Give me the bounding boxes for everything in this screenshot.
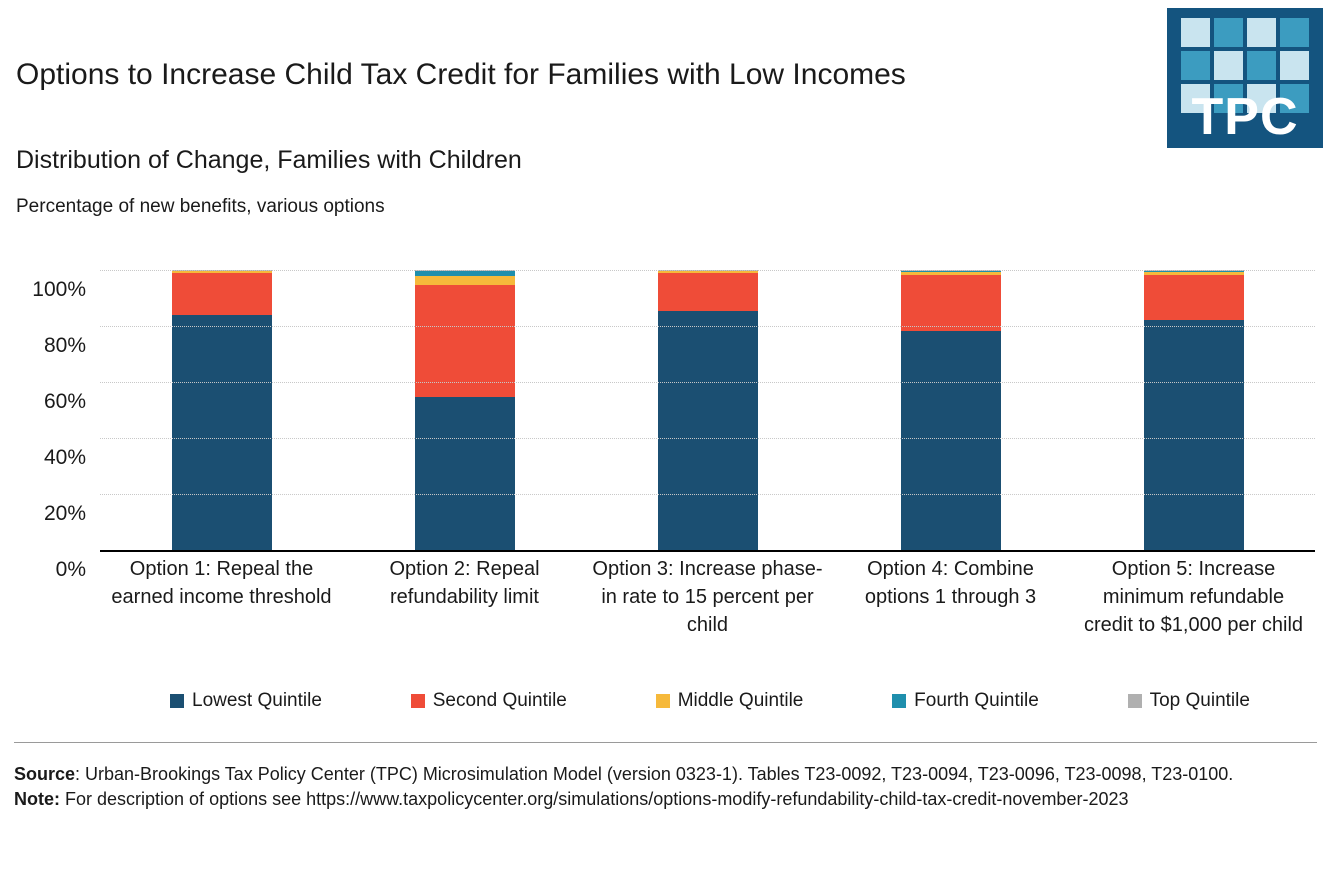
note-label: Note: [14, 789, 60, 809]
x-axis-category-label: Option 2: Repeal refundability limit [389, 558, 540, 608]
legend-label: Fourth Quintile [914, 690, 1039, 711]
legend-item[interactable] [1128, 690, 1250, 712]
footnotes [14, 762, 1314, 812]
y-axis-tick-label: 100% [32, 278, 86, 301]
legend-item[interactable] [170, 690, 322, 712]
x-axis-category-label: Option 3: Increase phase-in rate to 15 percent per child [592, 558, 823, 636]
legend-label: Second Quintile [432, 690, 567, 711]
logo-text: TPC [1191, 88, 1299, 146]
gridline [100, 382, 1315, 383]
legend-item[interactable] [892, 690, 1039, 712]
x-axis-line [100, 550, 1315, 552]
bar-segment[interactable] [415, 397, 515, 550]
stacked-bar-chart [0, 250, 1331, 680]
bar-column[interactable] [1072, 270, 1315, 550]
gridline [100, 326, 1315, 327]
chart-legend [170, 690, 1250, 712]
bar-column[interactable] [829, 270, 1072, 550]
y-axis-tick-label: 0% [55, 558, 86, 581]
y-axis-tick-label: 20% [43, 502, 86, 525]
bar-column[interactable] [343, 270, 586, 550]
source-label: Source [14, 764, 76, 784]
bar-series-area [100, 270, 1315, 550]
bar-segment[interactable] [415, 285, 515, 397]
y-axis-tick-label: 60% [43, 390, 86, 413]
chart-subtitle: Distribution of Change, Families with Children [16, 146, 522, 174]
y-axis [0, 270, 96, 800]
chart-sub-subtitle: Percentage of new benefits, various options [16, 196, 385, 217]
stacked-bar[interactable] [1144, 270, 1244, 550]
x-axis-category-label: Option 4: Combine options 1 through 3 [864, 558, 1037, 608]
stacked-bar[interactable] [901, 270, 1001, 550]
bar-segment[interactable] [172, 273, 272, 314]
x-axis-category-label: Option 1: Repeal the earned income threshold [111, 558, 332, 608]
source-text: : Urban-Brookings Tax Policy Center (TPC) Microsimulation Model (version 0323-1). Tables T23-0092, T23-0094, T23-0096, T23-0098, T23-0100. [75, 764, 1234, 784]
stacked-bar[interactable] [658, 270, 758, 550]
bar-column[interactable] [100, 270, 343, 550]
bar-segment[interactable] [172, 315, 272, 550]
gridline [100, 494, 1315, 495]
bar-column[interactable] [586, 270, 829, 550]
bar-segment[interactable] [658, 311, 758, 550]
stacked-bar[interactable] [415, 270, 515, 550]
bar-segment[interactable] [415, 276, 515, 286]
note-text: For description of options see https://www.taxpolicycenter.org/simulations/options-modify-refundability-child-tax-credit-november-2023 [60, 789, 1129, 809]
legend-label: Top Quintile [1149, 690, 1250, 711]
bar-segment[interactable] [901, 275, 1001, 331]
legend-swatch-icon [892, 694, 906, 708]
gridline [100, 438, 1315, 439]
stacked-bar[interactable] [172, 270, 272, 550]
tpc-logo [1167, 8, 1323, 148]
y-axis-tick-label: 40% [43, 446, 86, 469]
x-axis-category-label: Option 5: Increase minimum refundable credit to $1,000 per child [1083, 558, 1304, 636]
gridline [100, 270, 1315, 271]
bar-segment[interactable] [1144, 275, 1244, 320]
bar-segment[interactable] [901, 331, 1001, 550]
legend-swatch-icon [170, 694, 184, 708]
y-axis-tick-label: 80% [43, 334, 86, 357]
note-line [14, 787, 1314, 812]
x-axis-labels [100, 555, 1315, 639]
page-title: Options to Increase Child Tax Credit for Families with Low Incomes [16, 58, 906, 91]
footer-divider [14, 742, 1317, 743]
legend-item[interactable] [411, 690, 567, 712]
legend-label: Middle Quintile [677, 690, 804, 711]
bar-segment[interactable] [658, 273, 758, 312]
source-line [14, 762, 1314, 787]
legend-swatch-icon [411, 694, 425, 708]
legend-item[interactable] [656, 690, 804, 712]
legend-swatch-icon [656, 694, 670, 708]
legend-label: Lowest Quintile [192, 690, 322, 711]
bar-segment[interactable] [1144, 320, 1244, 550]
legend-swatch-icon [1128, 694, 1142, 708]
